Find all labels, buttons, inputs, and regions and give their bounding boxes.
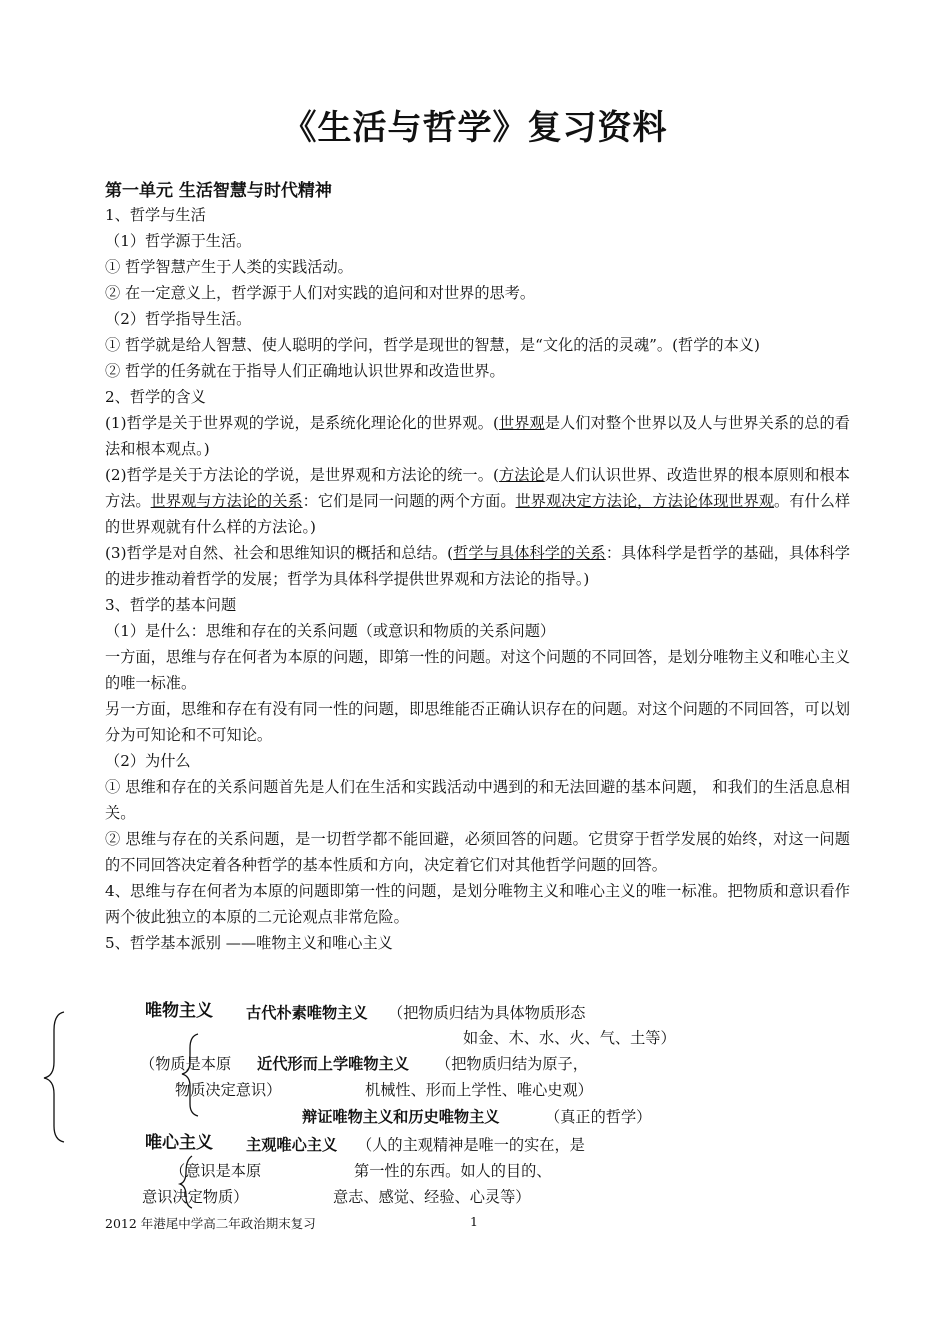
paragraph: ② 在一定意义上，哲学源于人们对实践的追问和对世界的思考。 [105,284,536,302]
paragraph: ① 哲学就是给人智慧、使人聪明的学问，哲学是现世的智慧，是“文化的活的灵魂”。(哲学的本义) [105,336,760,354]
paragraph: 一方面，思维与存在何者为本原的问题，即第一性的问题。对这个问题的不同回答，是划分唯物主义和唯心主义的唯一标准。 [105,648,850,692]
underlined-term: 哲学与具体科学的关系 [453,544,606,562]
paragraph: （1）是什么：思维和存在的关系问题（或意识和物质的关系问题） [105,622,556,640]
idealism-note: 意识决定物质） [142,1188,249,1206]
paragraph: （1）哲学源于生活。 [105,232,252,250]
page-footer: 2012 年港尾中学高二年政治期末复习 [105,1216,316,1231]
subjective-idealism-desc: （人的主观精神是唯一的实在，是 [357,1136,585,1154]
paragraph: （2）哲学指导生活。 [105,310,252,328]
dialectical-materialism-label: 辩证唯物主义和历史唯物主义 [302,1108,500,1126]
materialism-note: 物质决定意识） [175,1081,282,1099]
subjective-idealism-desc: 意志、感觉、经验、心灵等） [333,1188,531,1206]
paragraph: ① 哲学智慧产生于人类的实践活动。 [105,258,353,276]
text: ：它们是同一问题的两个方面。 [302,492,516,510]
text: 是人们对整个世界以及人与世界关系的总的看法和根本观点。) [105,414,850,458]
paragraph: ② 思维与存在的关系问题，是一切哲学都不能回避，必须回答的问题。它贯穿于哲学发展的始终，对这一问题的不同回答决定着各种哲学的基本性质和方向，决定着它们对其他哲学问题的回答。 [105,830,850,874]
text: (1)哲学是关于世界观的学说，是系统化理论化的世界观。( [105,414,499,432]
underlined-term: 世界观决定方法论，方法论体现世界观 [515,492,775,510]
underlined-term: 世界观与方法论的关系 [150,492,303,510]
modern-materialism-desc: （把物质归结为原子， [436,1055,588,1073]
modern-materialism-label: 近代形而上学唯物主义 [257,1055,409,1073]
materialism-label: 唯物主义 [145,1001,213,1021]
section-1-heading: 1、哲学与生活 [105,206,206,224]
paragraph: 另一方面，思维和存在有没有同一性的问题，即思维能否正确认识存在的问题。对这个问题的不同回答，可以划分为可知论和不可知论。 [105,700,850,744]
idealism-note: （意识是本原 [170,1162,262,1180]
idealism-label: 唯心主义 [145,1133,213,1153]
underlined-term: 方法论 [498,466,545,484]
text: 。有什么样的世界观就有什么样的方法论。) [105,492,851,536]
underlined-term: 世界观 [498,414,545,432]
text: (2)哲学是关于方法论的学说，是世界观和方法论的统一。( [105,466,499,484]
text: 是人们认识世界、改造世界的根本原则和根本方法。 [105,466,850,510]
subjective-idealism-desc: 第一性的东西。如人的目的、 [354,1162,552,1180]
ancient-materialism-desc: 如金、木、水、火、气、土等） [463,1029,676,1047]
materialism-note: （物质是本原 [140,1055,232,1073]
paragraph: ① 思维和存在的关系问题首先是人们在生活和实践活动中遇到的和无法回避的基本问题， 和我们的生活息息相关。 [105,778,850,822]
paragraph: （2）为什么 [105,752,191,770]
page-number: 1 [470,1214,478,1229]
text: (3)哲学是对自然、社会和思维知识的概括和总结。( [105,544,454,562]
ancient-materialism-desc: （把物质归结为具体物质形态 [388,1004,586,1022]
section-3-heading: 3、哲学的基本问题 [105,596,237,614]
section-5-heading: 5、哲学基本派别 ——唯物主义和唯心主义 [105,934,393,952]
unit-heading: 第一单元 生活智慧与时代精神 [105,181,332,201]
dialectical-materialism-desc: （真正的哲学） [545,1108,652,1126]
ancient-materialism-label: 古代朴素唯物主义 [246,1004,368,1022]
document-title: 《生活与哲学》复习资料 [282,108,668,148]
modern-materialism-desc: 机械性、形而上学性、唯心史观） [365,1081,593,1099]
section-4-paragraph: 4、思维与存在何者为本原的问题即第一性的问题，是划分唯物主义和唯心主义的唯一标准。把物质和意识看作两个彼此独立的本原的二元论观点非常危险。 [105,882,850,926]
paragraph: ② 哲学的任务就在于指导人们正确地认识世界和改造世界。 [105,362,505,380]
subjective-idealism-label: 主观唯心主义 [246,1136,338,1154]
text: ：具体科学是哲学的基础，具体科学的进步推动着哲学的发展；哲学为具体科学提供世界观和方法论的指导。) [105,544,850,588]
section-2-heading: 2、哲学的含义 [105,388,206,406]
